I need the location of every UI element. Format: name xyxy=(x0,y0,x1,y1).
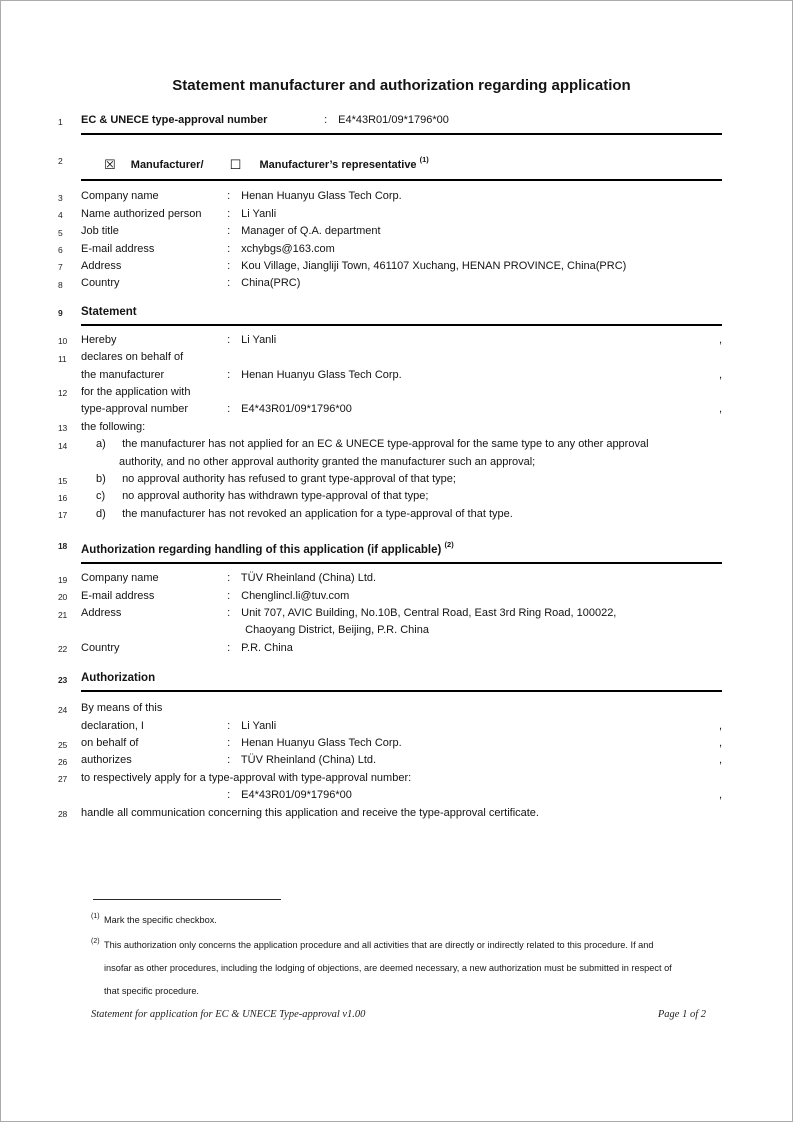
line-number: 7 xyxy=(58,262,63,273)
field-row xyxy=(58,223,722,240)
line-number: 12 xyxy=(58,388,68,399)
footnotes-section xyxy=(81,899,752,1005)
field-value: E4*43R01/09*1796*00 xyxy=(241,403,352,416)
field-value: Manager of Q.A. department xyxy=(241,225,381,238)
field-row xyxy=(58,588,722,605)
line-number: 20 xyxy=(58,592,68,603)
field-row xyxy=(81,367,722,384)
field-label: Address xyxy=(81,607,122,620)
field-value: China(PRC) xyxy=(241,277,301,290)
authorization-section-heading xyxy=(58,670,722,692)
field-value: Kou Village, Jiangliji Town, 461107 Xuchang, HENAN PROVINCE, China(PRC) xyxy=(241,259,627,272)
colon-separator: : xyxy=(227,190,231,203)
line-number: 24 xyxy=(58,704,68,715)
field-label: Hereby xyxy=(81,333,117,346)
field-label: Country xyxy=(81,277,120,290)
trailing-comma: , xyxy=(718,719,722,732)
colon-separator: : xyxy=(227,719,231,732)
colon-separator: : xyxy=(227,403,231,416)
trailing-comma: , xyxy=(718,789,722,802)
text-row xyxy=(58,805,722,822)
footnote-text: insofar as other procedures, including the lodging of objections, are deemed necessary, a new authorization must be submitted in respect of xyxy=(104,963,672,973)
line-number: 19 xyxy=(58,574,68,585)
line-number: 15 xyxy=(58,475,68,486)
field-label: Name authorized person xyxy=(81,207,202,220)
field-value: Li Yanli xyxy=(241,207,277,220)
field-value-continuation-row xyxy=(81,622,722,639)
label-row xyxy=(58,700,722,717)
field-row xyxy=(58,188,722,205)
field-row xyxy=(58,332,722,349)
section-heading-text: Authorization regarding handling of this application (if applicable) xyxy=(81,544,442,557)
line-number: 23 xyxy=(58,674,68,685)
line-number: 16 xyxy=(58,492,68,503)
line-number: 26 xyxy=(58,756,68,767)
line-number: 2 xyxy=(58,155,63,166)
item-text: the manufacturer has not applied for an EC & UNECE type-approval for the same type to any other approval xyxy=(122,438,649,451)
field-value: xchybgs@163.com xyxy=(241,242,335,255)
item-text: authority, and no other approval authority granted the manufacturer such an approval; xyxy=(119,455,536,468)
label-row xyxy=(58,384,722,401)
field-label: for the application with xyxy=(81,385,191,398)
field-label: Country xyxy=(81,641,120,654)
colon-separator: : xyxy=(227,368,231,381)
colon-separator: : xyxy=(227,333,231,346)
field-value: Henan Huanyu Glass Tech Corp. xyxy=(241,737,402,750)
field-label: the manufacturer xyxy=(81,368,165,381)
field-value: Unit 707, AVIC Building, No.10B, Central Road, East 3rd Ring Road, 100022, xyxy=(241,607,617,620)
field-row xyxy=(81,718,722,735)
colon-separator: : xyxy=(227,242,231,255)
statement-section xyxy=(58,332,722,523)
role-selection-row xyxy=(58,151,722,181)
footnote-reference: (1) xyxy=(419,155,429,165)
field-row xyxy=(58,752,722,769)
authorization-handling-heading xyxy=(58,536,722,564)
statement-item xyxy=(58,436,722,453)
statement-item xyxy=(58,488,722,505)
statement-item xyxy=(58,471,722,488)
footnote-ref: (2) xyxy=(91,938,100,945)
field-row xyxy=(58,735,722,752)
footnote-reference: (2) xyxy=(444,540,454,550)
statement-section-heading xyxy=(58,304,722,326)
colon-separator: : xyxy=(227,789,231,802)
colon-separator: : xyxy=(324,114,328,126)
field-label: declares on behalf of xyxy=(81,351,184,364)
line-number: 8 xyxy=(58,279,63,290)
trailing-comma: , xyxy=(718,754,722,767)
line-number: 25 xyxy=(58,739,68,750)
field-value: Henan Huanyu Glass Tech Corp. xyxy=(241,368,402,381)
line-number: 3 xyxy=(58,192,63,203)
field-row xyxy=(81,401,722,418)
field-row xyxy=(58,640,722,657)
field-row xyxy=(58,605,722,622)
field-label: E-mail address xyxy=(81,242,155,255)
checkbox-checked-icon: ☒ xyxy=(104,158,116,174)
section-heading-text: Authorization xyxy=(81,672,156,685)
text-row xyxy=(58,770,722,787)
field-value: Chaoyang District, Beijing, P.R. China xyxy=(245,624,429,637)
section-heading-text: Statement xyxy=(81,305,137,318)
trailing-comma: , xyxy=(718,368,722,381)
field-label: type-approval number xyxy=(81,403,189,416)
label-row xyxy=(58,349,722,366)
field-value: TÜV Rheinland (China) Ltd. xyxy=(240,754,377,767)
footnote-separator-line xyxy=(93,899,281,900)
colon-separator: : xyxy=(227,641,231,654)
trailing-comma: , xyxy=(718,403,722,416)
line-number: 27 xyxy=(58,774,68,785)
footnote-ref: (1) xyxy=(91,913,100,920)
field-row xyxy=(58,241,722,258)
line-number: 18 xyxy=(58,540,68,551)
field-value: Henan Huanyu Glass Tech Corp. xyxy=(241,190,402,203)
field-label: on behalf of xyxy=(81,737,139,750)
field-value: E4*43R01/09*1796*00 xyxy=(241,789,352,802)
item-text: the manufacturer has not revoked an application for a type-approval of that type. xyxy=(122,507,513,520)
field-row xyxy=(58,258,722,275)
colon-separator: : xyxy=(227,572,231,585)
approval-number-row xyxy=(58,112,722,135)
footnote xyxy=(81,934,752,1003)
line-number: 13 xyxy=(58,423,68,434)
statement-item-continuation xyxy=(81,454,722,471)
field-row xyxy=(81,787,722,804)
item-marker: c) xyxy=(96,490,106,503)
trailing-comma: , xyxy=(718,333,722,346)
field-label: Company name xyxy=(81,190,159,203)
line-number: 10 xyxy=(58,336,68,347)
colon-separator: : xyxy=(227,589,231,602)
field-label: Address xyxy=(81,259,122,272)
footnote-text: This authorization only concerns the application procedure and all activities that are directly or indirectly related to this procedure. If and xyxy=(104,940,654,950)
field-label: Job title xyxy=(81,225,119,238)
field-label: authorizes xyxy=(81,754,132,767)
colon-separator: : xyxy=(227,225,231,238)
text-row xyxy=(58,419,722,436)
colon-separator: : xyxy=(227,737,231,750)
field-label: EC & UNECE type-approval number xyxy=(81,114,268,126)
field-value: Li Yanli xyxy=(241,719,277,732)
line-number: 6 xyxy=(58,245,63,256)
colon-separator: : xyxy=(227,207,231,220)
footer-document-name: Statement for application for EC & UNECE Type-approval v1.00 xyxy=(91,1009,366,1020)
footnote xyxy=(81,909,752,932)
statement-item xyxy=(58,506,722,523)
field-value: TÜV Rheinland (China) Ltd. xyxy=(240,572,377,585)
item-marker: d) xyxy=(96,507,106,520)
colon-separator: : xyxy=(227,754,231,767)
page-footer xyxy=(81,1009,722,1020)
colon-separator: : xyxy=(227,259,231,272)
authorization-handling-section xyxy=(58,570,722,657)
field-label: Company name xyxy=(81,572,159,585)
field-value: Li Yanli xyxy=(241,333,277,346)
text: the following: xyxy=(81,420,146,433)
item-marker: b) xyxy=(96,473,106,485)
line-number: 22 xyxy=(58,644,68,655)
manufacturer-label: Manufacturer/ xyxy=(130,159,204,172)
line-number: 5 xyxy=(58,227,63,238)
item-text: no approval authority has refused to grant type-approval of that type; xyxy=(122,473,456,485)
field-row xyxy=(58,206,722,223)
line-number: 11 xyxy=(58,353,67,364)
line-number: 9 xyxy=(58,308,63,319)
line-number: 14 xyxy=(58,440,68,451)
field-label: By means of this xyxy=(81,702,163,715)
trailing-comma: , xyxy=(718,737,722,750)
field-row xyxy=(58,275,722,292)
footnote-text: that specific procedure. xyxy=(104,986,199,996)
checkbox-unchecked-icon: ☐ xyxy=(229,158,242,174)
colon-separator: : xyxy=(227,277,231,290)
field-value: P.R. China xyxy=(241,641,293,654)
line-number: 28 xyxy=(58,809,68,820)
field-label: declaration, I xyxy=(81,719,144,732)
colon-separator: : xyxy=(227,607,231,620)
line-number: 1 xyxy=(58,116,63,127)
line-number: 21 xyxy=(58,609,68,620)
line-number: 17 xyxy=(58,510,68,521)
field-value: Chenglincl.li@tuv.com xyxy=(241,589,350,602)
text: handle all communication concerning this application and receive the type-approval certificate. xyxy=(81,806,539,819)
page-title: Statement manufacturer and authorization regarding application xyxy=(172,77,631,94)
field-label: E-mail address xyxy=(81,589,155,602)
field-value: E4*43R01/09*1796*00 xyxy=(338,114,449,126)
manufacturer-details-section xyxy=(58,188,722,292)
document-content xyxy=(58,1,722,822)
item-marker: a) xyxy=(96,438,106,451)
item-text: no approval authority has withdrawn type-approval of that type; xyxy=(122,490,429,503)
authorization-section xyxy=(58,700,722,822)
text: to respectively apply for a type-approval with type-approval number: xyxy=(81,771,412,784)
footnote-text: Mark the specific checkbox. xyxy=(104,915,217,925)
field-row xyxy=(58,570,722,587)
footer-page-number: Page 1 of 2 xyxy=(657,1009,706,1020)
line-number: 4 xyxy=(58,210,63,221)
representative-label: Manufacturer’s representative xyxy=(259,159,417,172)
